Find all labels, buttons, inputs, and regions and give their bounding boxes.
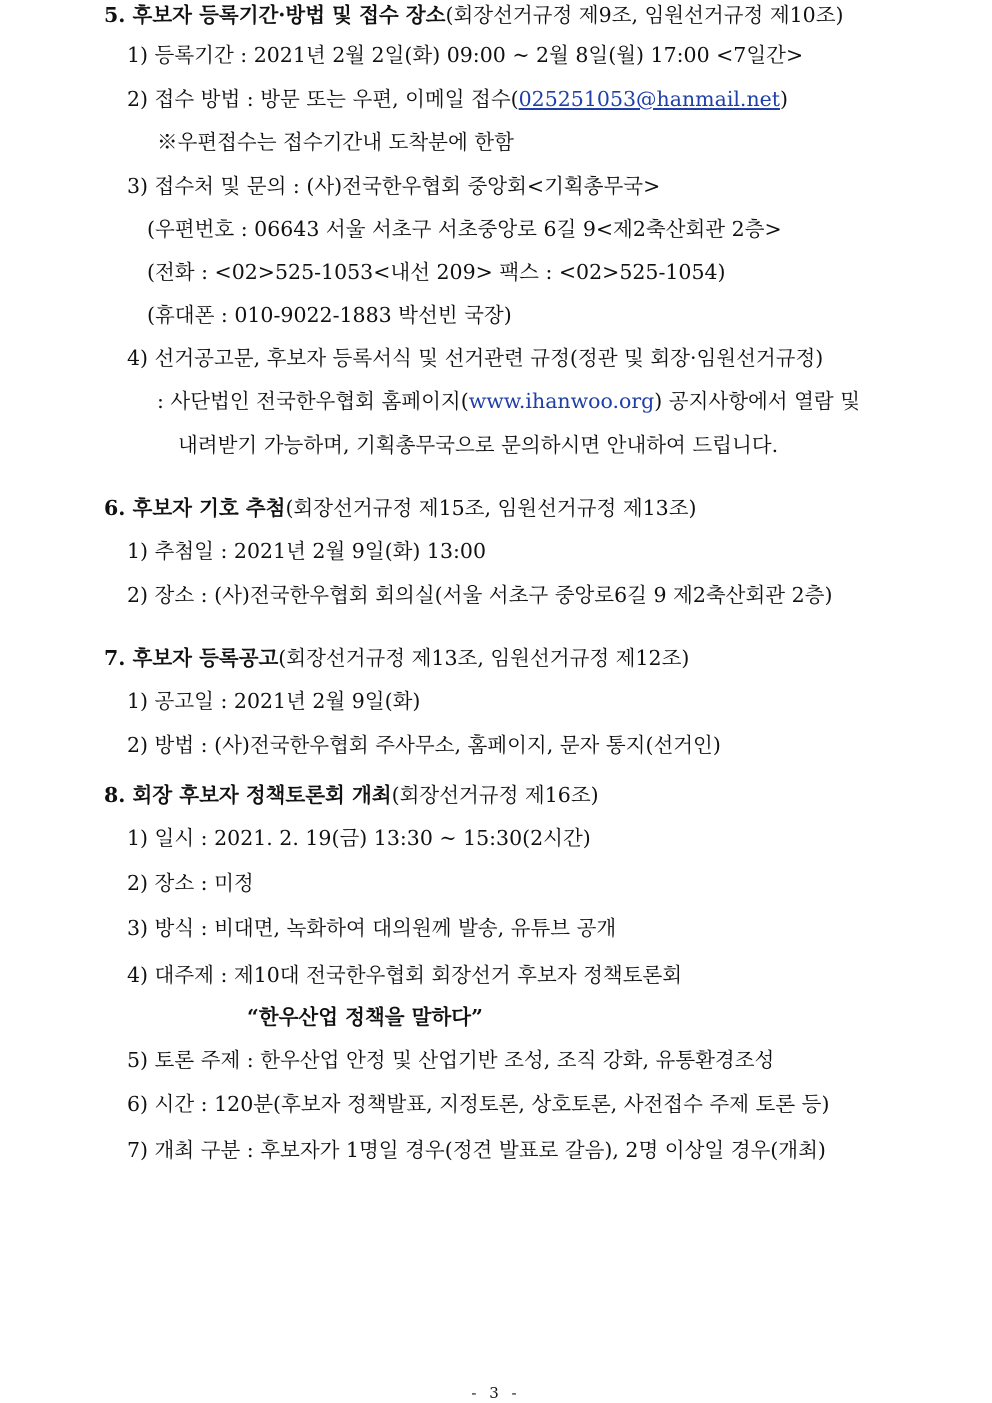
s5-note: ※우편접수는 접수기간내 도착분에 한함: [157, 130, 514, 154]
section-7-title: 7. 후보자 등록공고: [104, 646, 279, 670]
s8-forum-title: “한우산업 정책을 말하다”: [247, 1005, 483, 1029]
section-8-ref: (회장선거규정 제16조): [391, 783, 599, 807]
s5-item-2-text: 2) 접수 방법 : 방문 또는 우편, 이메일 접수(: [127, 87, 519, 111]
s5-item-4-homepage-suffix: ) 공지사항에서 열람 및: [654, 389, 861, 413]
section-6-ref: (회장선거규정 제15조, 임원선거규정 제13조): [285, 496, 697, 520]
s5-item-2-close: ): [780, 87, 789, 111]
s8-item-4: 4) 대주제 : 제10대 전국한우협회 회장선거 후보자 정책토론회: [127, 963, 683, 987]
section-5-title: 5. 후보자 등록기간·방법 및 접수 장소: [104, 3, 446, 27]
s8-item-1: 1) 일시 : 2021. 2. 19(금) 13:30 ~ 15:30(2시간): [127, 826, 591, 850]
section-6-heading: [104, 495, 697, 521]
s8-item-3: 3) 방식 : 비대면, 녹화하여 대의원께 발송, 유튜브 공개: [127, 916, 617, 940]
section-7-ref: (회장선거규정 제13조, 임원선거규정 제12조): [278, 646, 690, 670]
s6-item-2: 2) 장소 : (사)전국한우협회 회의실(서울 서초구 중앙로6길 9 제2축산회관 2층): [127, 583, 833, 607]
s5-phone-fax: (전화 : <02>525-1053<내선 209> 팩스 : <02>525-1054): [147, 260, 726, 284]
s6-item-1: 1) 추첨일 : 2021년 2월 9일(화) 13:00: [127, 539, 486, 563]
section-8-heading: [104, 782, 599, 808]
s8-item-5: 5) 토론 주제 : 한우산업 안정 및 산업기반 조성, 조직 강화, 유통환경조성: [127, 1048, 775, 1072]
s5-item-4-line-3: 내려받기 가능하며, 기획총무국으로 문의하시면 안내하여 드립니다.: [178, 433, 779, 457]
s8-item-6: 6) 시간 : 120분(후보자 정책발표, 지정토론, 상호토론, 사전접수 주제 토론 등): [127, 1092, 830, 1116]
s8-item-7: 7) 개최 구분 : 후보자가 1명일 경우(정견 발표로 갈음), 2명 이상일 경우(개최): [127, 1138, 826, 1162]
s5-item-3: 3) 접수처 및 문의 : (사)전국한우협회 중앙회<기획총무국>: [127, 174, 661, 198]
email-link[interactable]: 025251053@hanmail.net: [518, 87, 781, 111]
section-8-title: 8. 회장 후보자 정책토론회 개최: [104, 783, 392, 807]
homepage-link[interactable]: www.ihanwoo.org: [468, 389, 655, 413]
s7-item-2: 2) 방법 : (사)전국한우협회 주사무소, 홈페이지, 문자 통지(선거인): [127, 733, 721, 757]
s5-item-4: 4) 선거공고문, 후보자 등록서식 및 선거관련 규정(정관 및 회장·임원선거규정): [127, 346, 824, 370]
section-6-title: 6. 후보자 기호 추첨: [104, 496, 286, 520]
s5-address: (우편번호 : 06643 서울 서초구 서초중앙로 6길 9<제2축산회관 2층>: [147, 217, 782, 241]
section-5-ref: (회장선거규정 제9조, 임원선거규정 제10조): [445, 3, 844, 27]
s5-item-2: [127, 86, 788, 112]
s7-item-1: 1) 공고일 : 2021년 2월 9일(화): [127, 689, 421, 713]
s5-mobile: (휴대폰 : 010-9022-1883 박선빈 국장): [147, 303, 512, 327]
section-5-heading: [104, 2, 844, 28]
section-7-heading: [104, 645, 689, 671]
page-number: - 3 -: [471, 1384, 521, 1402]
s5-item-1: 1) 등록기간 : 2021년 2월 2일(화) 09:00 ~ 2월 8일(월) 17:00 <7일간>: [127, 43, 804, 67]
s8-item-2: 2) 장소 : 미정: [127, 871, 254, 895]
s5-item-4-homepage-text: : 사단법인 전국한우협회 홈페이지(: [157, 389, 469, 413]
s5-item-4-line-2: [157, 388, 860, 414]
